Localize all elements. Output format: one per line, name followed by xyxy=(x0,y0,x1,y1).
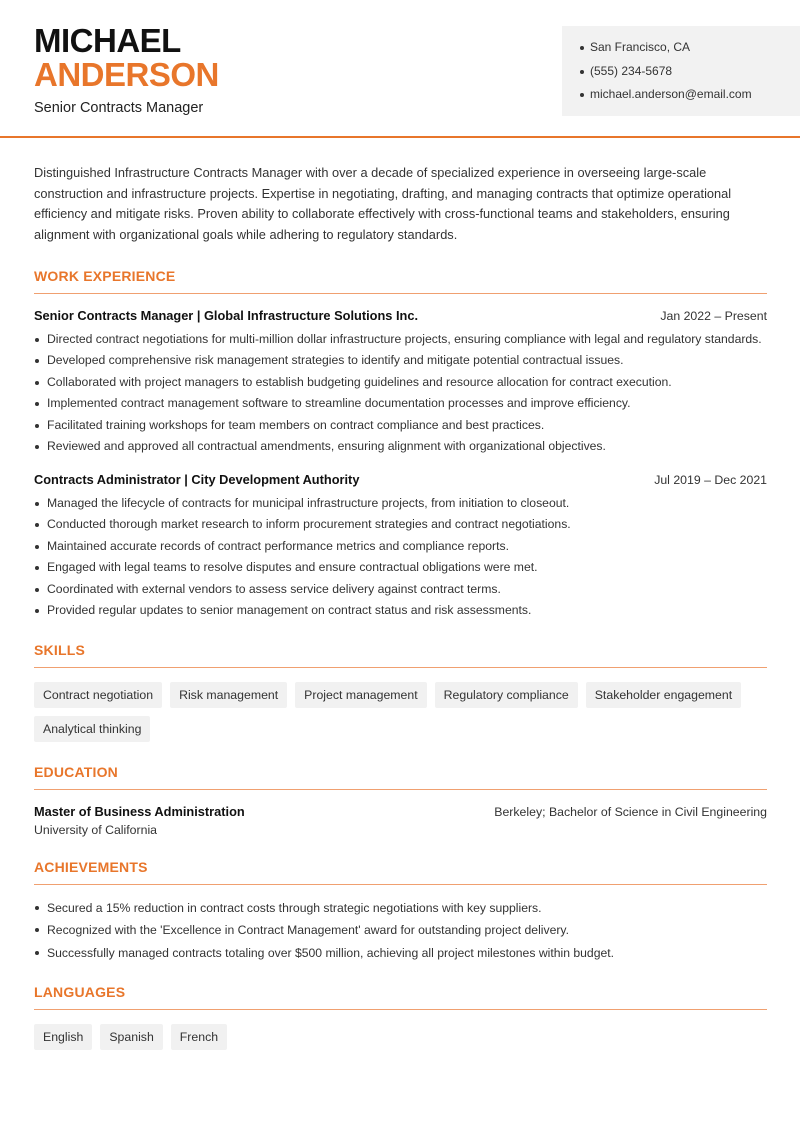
job-bullet: Facilitated training workshops for team members on contract compliance and best practices. xyxy=(34,415,767,437)
job-bullet: Provided regular updates to senior management on contract status and risk assessments. xyxy=(34,600,767,622)
skill-tag: Contract negotiation xyxy=(34,682,162,708)
job-entry xyxy=(34,308,767,458)
summary: Distinguished Infrastructure Contracts Manager with over a decade of specialized experience in overseeing large-scale construction and infrastructure projects. Expertise in negotiating, drafting, and managing contracts that optimize operational efficiency and mitigate risks. Proven ability to collaborate effectively with cross-functional teams and stakeholders, ensuring alignment with organizational goals while adhering to regulatory standards. xyxy=(34,165,732,243)
skill-tag: Stakeholder engagement xyxy=(586,682,741,708)
job-bullet: Coordinated with external vendors to assess service delivery against contract terms. xyxy=(34,579,767,601)
education-degree: Master of Business Administration xyxy=(34,803,245,819)
job-title: Senior Contracts Manager xyxy=(34,100,204,116)
language-tag: English xyxy=(34,1024,92,1050)
job-bullet: Implemented contract management software to streamline documentation processes and improve efficiency. xyxy=(34,393,767,415)
job-dates: Jul 2019 – Dec 2021 xyxy=(654,472,767,487)
job-dates: Jan 2022 – Present xyxy=(660,308,767,323)
section-title-achievements: ACHIEVEMENTS xyxy=(34,859,767,885)
languages-section xyxy=(34,984,767,1050)
section-title-work: WORK EXPERIENCE xyxy=(34,268,767,294)
section-title-languages: LANGUAGES xyxy=(34,984,767,1010)
contact-email[interactable]: michael.anderson@email.com xyxy=(580,83,800,107)
achievement-item: Secured a 15% reduction in contract costs through strategic negotiations with key suppliers. xyxy=(34,897,767,920)
job-bullet: Engaged with legal teams to resolve disputes and ensure contractual obligations were met. xyxy=(34,557,767,579)
skill-tag: Risk management xyxy=(170,682,287,708)
achievement-item: Recognized with the 'Excellence in Contract Management' award for outstanding project delivery. xyxy=(34,919,767,942)
job-role: Contracts Administrator | City Development Authority xyxy=(34,471,360,487)
education-school: University of California xyxy=(34,822,158,837)
education-section xyxy=(34,764,767,837)
resume-body xyxy=(34,163,767,1050)
skill-tag: Regulatory compliance xyxy=(435,682,578,708)
achievements-section xyxy=(34,859,767,965)
last-name: ANDERSON xyxy=(34,56,219,93)
education-detail: Berkeley; Bachelor of Science in Civil Engineering xyxy=(494,804,767,819)
language-tag: Spanish xyxy=(100,1024,162,1050)
first-name: MICHAEL xyxy=(34,22,181,59)
languages-list xyxy=(34,1024,767,1050)
job-bullet: Managed the lifecycle of contracts for municipal infrastructure projects, from initiation to closeout. xyxy=(34,493,767,515)
language-tag: French xyxy=(171,1024,227,1050)
section-title-education: EDUCATION xyxy=(34,764,767,790)
contact-box xyxy=(562,26,800,116)
job-bullet: Directed contract negotiations for multi-million dollar infrastructure projects, ensuring compliance with legal and regulatory standards. xyxy=(34,329,767,351)
job-role: Senior Contracts Manager | Global Infrastructure Solutions Inc. xyxy=(34,307,418,323)
contact-location: San Francisco, CA xyxy=(580,36,800,60)
job-bullet: Collaborated with project managers to establish budgeting guidelines and resource allocation for contract execution. xyxy=(34,372,767,394)
job-bullet: Developed comprehensive risk management strategies to identify and mitigate potential contractual issues. xyxy=(34,350,767,372)
job-bullet: Maintained accurate records of contract performance metrics and compliance reports. xyxy=(34,536,767,558)
job-entry xyxy=(34,472,767,622)
job-bullet: Conducted thorough market research to inform procurement strategies and contract negotiations. xyxy=(34,514,767,536)
skills-list xyxy=(34,682,767,742)
resume-header xyxy=(0,0,800,138)
job-bullet: Reviewed and approved all contractual amendments, ensuring alignment with organizational objectives. xyxy=(34,436,767,458)
skill-tag: Analytical thinking xyxy=(34,716,150,742)
contact-phone: (555) 234-5678 xyxy=(580,60,800,84)
achievement-item: Successfully managed contracts totaling over $500 million, achieving all project milestones within budget. xyxy=(34,942,767,965)
skills-section xyxy=(34,642,767,742)
skill-tag: Project management xyxy=(295,682,426,708)
work-section xyxy=(34,268,767,622)
section-title-skills: SKILLS xyxy=(34,642,767,668)
